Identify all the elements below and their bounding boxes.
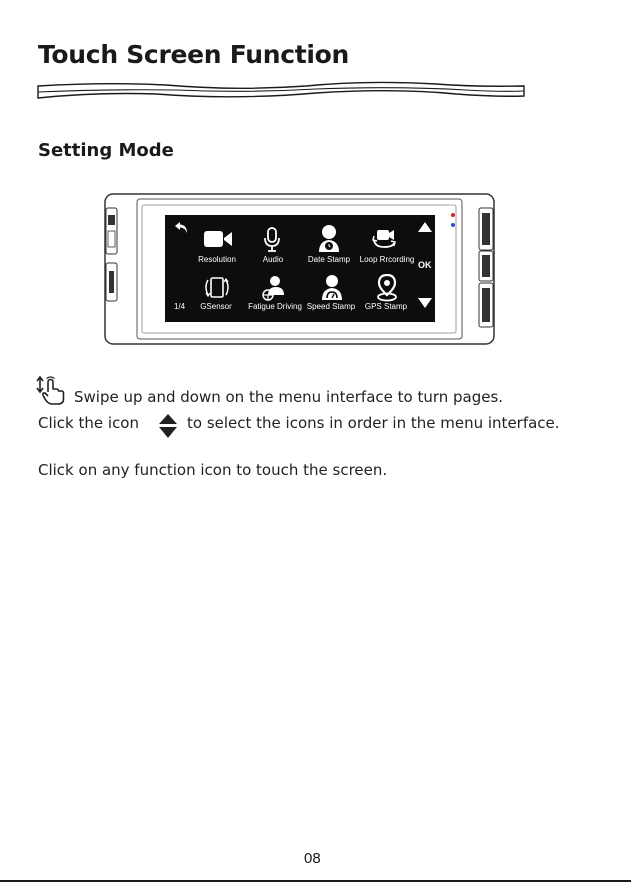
decorative-ribbon: [36, 80, 528, 100]
footer-divider: [0, 880, 631, 882]
loop-recording-icon[interactable]: [371, 226, 397, 250]
back-arrow-icon[interactable]: [174, 221, 190, 235]
scroll-up-icon[interactable]: [417, 221, 433, 233]
page-title: Touch Screen Function: [38, 40, 350, 69]
swipe-gesture-icon: [36, 376, 68, 406]
fatigue-driving-icon[interactable]: [260, 275, 286, 301]
touch-screen[interactable]: [165, 215, 435, 322]
menu-label-gsensor[interactable]: GSensor: [200, 302, 232, 311]
up-down-arrows-icon: [157, 413, 179, 439]
menu-label-resolution[interactable]: Resolution: [198, 255, 236, 264]
click-icon-instruction-prefix: Click the icon: [38, 414, 139, 432]
touch-instruction: Click on any function icon to touch the screen.: [38, 461, 388, 479]
menu-label-fatigue-driving[interactable]: Fatigue Driving: [248, 302, 302, 311]
page-indicator: 1/4: [174, 302, 186, 311]
menu-label-speed-stamp[interactable]: Speed Stamp: [306, 302, 356, 311]
swipe-instruction: Swipe up and down on the menu interface to turn pages.: [74, 388, 504, 406]
click-icon-instruction-suffix: to select the icons in order in the menu interface.: [187, 414, 560, 432]
date-stamp-icon[interactable]: [317, 224, 341, 254]
gps-stamp-icon[interactable]: [376, 274, 398, 302]
ok-button[interactable]: OK: [418, 260, 432, 270]
menu-label-loop-recording[interactable]: Loop Rrcording: [359, 255, 415, 264]
menu-label-date-stamp[interactable]: Date Stamp: [307, 255, 351, 264]
video-camera-icon[interactable]: [203, 229, 233, 249]
page-number: 08: [304, 850, 321, 867]
speed-stamp-icon[interactable]: [320, 274, 344, 302]
menu-label-gps-stamp[interactable]: GPS Stamp: [364, 302, 408, 311]
gsensor-icon[interactable]: [202, 276, 232, 300]
menu-label-audio[interactable]: Audio: [262, 255, 284, 264]
section-heading: Setting Mode: [38, 140, 174, 161]
microphone-icon[interactable]: [263, 227, 281, 253]
scroll-down-icon[interactable]: [417, 297, 433, 309]
